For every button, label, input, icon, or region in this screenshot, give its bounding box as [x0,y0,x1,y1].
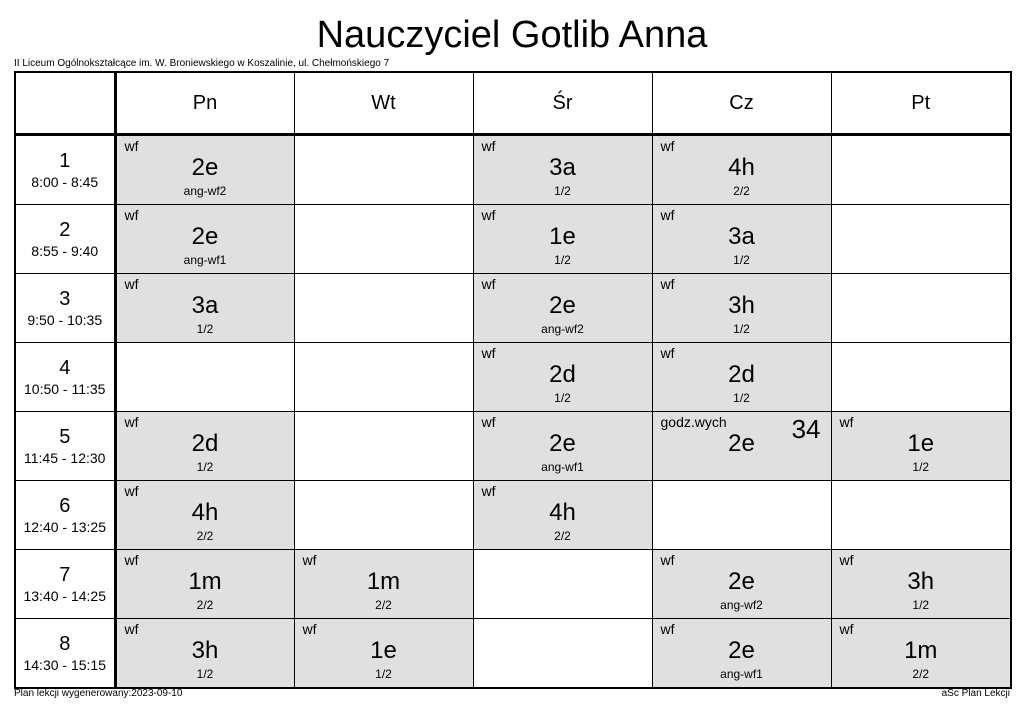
lesson-class: 4h [728,154,755,181]
empty-cell [294,274,473,343]
lesson-box [653,412,831,480]
period-number: 5 [59,426,71,448]
period-cell [15,274,115,343]
empty-box [832,481,1011,549]
lesson-cell [473,343,652,412]
empty-box [474,550,652,618]
lesson-subject: wf [839,552,854,568]
lesson-cell [652,135,831,205]
lesson-group: 1/2 [554,391,571,405]
day-header: Wt [294,72,473,135]
lesson-class: 1m [188,568,222,595]
lesson-cell [115,550,294,619]
empty-box [295,343,473,411]
lesson-class: 3a [191,292,219,319]
period-row [15,205,1011,274]
lesson-group: 2/2 [196,529,214,543]
lesson-subject: wf [302,552,317,568]
lesson-subject: wf [481,276,496,292]
empty-box [295,205,473,273]
lesson-group: 1/2 [196,322,214,336]
period-number: 8 [59,633,71,655]
lesson-group: 1/2 [554,253,571,267]
empty-box [474,619,652,687]
lesson-class: 2e [549,292,576,319]
lesson-group: 1/2 [912,598,930,612]
lesson-subject: wf [660,621,675,637]
lesson-box [117,136,294,204]
lesson-cell [473,135,652,205]
lesson-subject: wf [660,552,675,568]
lesson-box [653,205,831,273]
lesson-subject: godz.wych [660,414,727,430]
lesson-cell [652,205,831,274]
lesson-box [474,412,652,480]
lesson-subject: wf [839,414,854,430]
lesson-box [474,136,652,204]
lesson-box [117,412,294,480]
lesson-class: 4h [549,499,576,526]
lesson-box [653,619,831,687]
day-header: Pn [115,72,294,135]
period-cell [15,135,115,205]
lesson-class: 2e [191,223,219,250]
period-number: 7 [59,564,71,586]
lesson-class: 3h [191,637,219,664]
lesson-cell [652,619,831,689]
day-header-row [15,72,1011,135]
lesson-cell [115,135,294,205]
lesson-class: 1e [907,430,935,457]
lesson-subject: wf [124,414,139,430]
empty-box [117,343,294,411]
lesson-subject: wf [481,483,496,499]
lesson-cell [831,412,1011,481]
lesson-subject: wf [839,621,854,637]
lesson-cell [652,550,831,619]
period-cell [15,481,115,550]
empty-cell [831,205,1011,274]
empty-box [832,136,1011,204]
lesson-group: ang-wf2 [183,184,227,198]
lesson-group: 1/2 [196,667,214,681]
lesson-box [653,274,831,342]
lesson-class: 2e [728,568,755,595]
lesson-cell [652,412,831,481]
lesson-class: 2e [191,154,219,181]
empty-cell [294,205,473,274]
lesson-cell [831,619,1011,689]
empty-cell [473,550,652,619]
empty-box [295,136,473,204]
lesson-subject: wf [124,621,139,637]
lesson-group: 1/2 [912,460,930,474]
empty-cell [115,343,294,412]
lesson-box [653,136,831,204]
lesson-subject: wf [302,621,317,637]
empty-cell [294,343,473,412]
lesson-class: 2d [549,361,576,388]
lesson-group: 2/2 [375,598,392,612]
period-time: 9:50 - 10:35 [27,312,103,328]
empty-cell [473,619,652,689]
empty-box [832,274,1011,342]
lesson-cell [115,274,294,343]
lesson-cell [115,619,294,689]
empty-cell [831,343,1011,412]
lesson-box [117,619,294,687]
lesson-box [653,550,831,618]
lesson-class: 2e [728,637,755,664]
period-number: 2 [59,219,71,241]
app-name: aSc Plan Lekcji [941,688,1010,699]
period-row [15,550,1011,619]
lesson-subject: wf [481,138,496,154]
lesson-group: 1/2 [196,460,214,474]
empty-box [295,274,473,342]
lesson-subject: wf [481,345,496,361]
period-row [15,412,1011,481]
lesson-class: 2d [191,430,219,457]
period-time: 8:55 - 9:40 [31,243,99,259]
lesson-class: 2d [728,361,755,388]
period-time: 8:00 - 8:45 [31,174,99,190]
lesson-cell [294,550,473,619]
lesson-group: 1/2 [554,184,571,198]
corner-cell [15,72,115,135]
period-row [15,343,1011,412]
period-cell [15,619,115,689]
lesson-subject: wf [124,552,139,568]
period-row [15,135,1011,205]
lesson-group: 2/2 [196,598,214,612]
lesson-box [117,481,294,549]
lesson-cell [115,205,294,274]
empty-cell [831,481,1011,550]
lesson-cell [831,550,1011,619]
lesson-box [295,550,473,618]
lesson-subject: wf [660,138,675,154]
lesson-cell [115,412,294,481]
lesson-group: 1/2 [375,667,392,681]
lesson-box [832,412,1011,480]
lesson-group: 1/2 [733,253,750,267]
lesson-box [117,550,294,618]
timetable [14,71,1012,689]
lesson-class: 1e [549,223,576,250]
lesson-cell [473,481,652,550]
lesson-subject: wf [660,276,675,292]
period-row [15,481,1011,550]
lesson-class: 4h [191,499,219,526]
lesson-group: ang-wf2 [541,322,584,336]
lesson-group: ang-wf1 [183,253,227,267]
day-header: Pt [831,72,1011,135]
empty-cell [831,135,1011,205]
period-time: 13:40 - 14:25 [23,588,106,604]
lesson-cell [473,412,652,481]
empty-cell [294,481,473,550]
period-number: 4 [59,357,71,379]
lesson-group: 2/2 [912,667,930,681]
lesson-room: 34 [791,414,821,444]
lesson-subject: wf [481,207,496,223]
lesson-box [832,619,1011,687]
lesson-group: 2/2 [733,184,750,198]
empty-box [832,205,1011,273]
lesson-class: 3a [549,154,576,181]
day-header: Cz [652,72,831,135]
lesson-subject: wf [660,207,675,223]
lesson-class: 2e [728,430,755,457]
period-row [15,274,1011,343]
lesson-group: 1/2 [733,391,750,405]
lesson-group: ang-wf1 [720,667,763,681]
lesson-subject: wf [124,483,139,499]
lesson-box [474,343,652,411]
lesson-cell [294,619,473,689]
lesson-box [295,619,473,687]
period-row [15,619,1011,689]
lesson-cell [473,205,652,274]
page-title: Nauczyciel Gotlib Anna [316,14,708,56]
lesson-class: 1e [370,637,397,664]
empty-cell [294,412,473,481]
lesson-group: 2/2 [554,529,571,543]
lesson-subject: wf [124,207,139,223]
lesson-box [117,274,294,342]
lesson-subject: wf [124,138,139,154]
lesson-group: 1/2 [733,322,750,336]
lesson-subject: wf [660,345,675,361]
empty-cell [831,274,1011,343]
period-cell [15,550,115,619]
lesson-class: 3h [728,292,755,319]
day-header: Śr [473,72,652,135]
lesson-box [474,205,652,273]
period-time: 12:40 - 13:25 [23,519,106,535]
lesson-class: 3h [907,568,935,595]
empty-box [295,481,473,549]
empty-box [653,481,831,549]
period-number: 3 [59,288,71,310]
empty-box [295,412,473,480]
lesson-group: ang-wf2 [720,598,763,612]
period-time: 10:50 - 11:35 [24,381,106,397]
lesson-box [117,205,294,273]
lesson-class: 1m [904,637,938,664]
empty-cell [294,135,473,205]
lesson-class: 1m [366,568,401,595]
period-time: 11:45 - 12:30 [24,450,106,466]
generated-date: Plan lekcji wygenerowany:2023-09-10 [14,688,183,699]
school-name: II Liceum Ogólnokształcące im. W. Broniewskiego w Koszalinie, ul. Chełmońskiego 7 [14,58,390,69]
empty-box [832,343,1011,411]
lesson-box [474,274,652,342]
lesson-box [832,550,1011,618]
period-cell [15,343,115,412]
period-cell [15,412,115,481]
lesson-subject: wf [124,276,139,292]
lesson-group: ang-wf1 [541,460,584,474]
lesson-cell [652,274,831,343]
period-number: 6 [59,495,71,517]
lesson-box [474,481,652,549]
lesson-class: 2e [549,430,576,457]
lesson-cell [473,274,652,343]
lesson-class: 3a [728,223,755,250]
lesson-box [653,343,831,411]
period-time: 14:30 - 15:15 [23,657,106,673]
empty-cell [652,481,831,550]
lesson-cell [652,343,831,412]
period-cell [15,205,115,274]
lesson-subject: wf [481,414,496,430]
period-number: 1 [59,150,71,172]
lesson-cell [115,481,294,550]
